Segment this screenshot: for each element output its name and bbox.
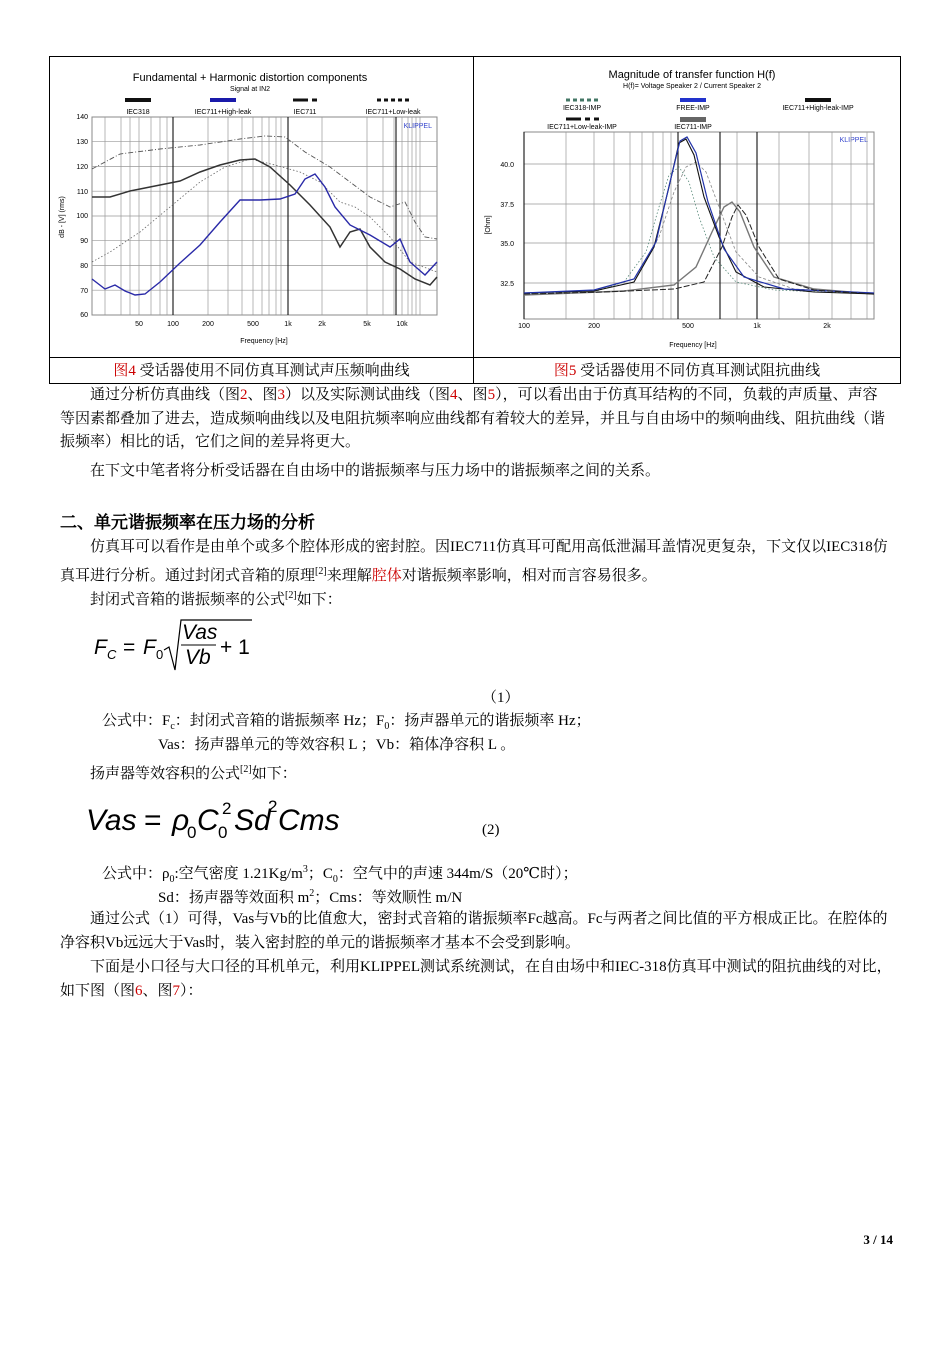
- p3-text-b: 来理解: [326, 567, 372, 584]
- p7-ref-fig7: 7: [172, 982, 181, 999]
- p4-citation: [2]: [285, 590, 297, 601]
- svg-text:F: F: [94, 636, 107, 659]
- svg-text:F: F: [143, 636, 156, 659]
- figure-5-caption: [474, 358, 900, 384]
- fig4-brand: KLIPPEL: [403, 123, 432, 130]
- figure-4-caption: [50, 358, 474, 384]
- svg-text:Cms: Cms: [278, 804, 340, 837]
- fig4-ytick-6: 80: [80, 263, 88, 270]
- fig4-title: Fundamental + Harmonic distortion components: [132, 72, 368, 84]
- section-heading: 二、单元谐振频率在压力场的分析: [60, 513, 315, 533]
- eq1-definition-2: Vas：扬声器单元的等效容积 L ；Vb：箱体净容积 L 。: [158, 737, 516, 753]
- paragraph-4: [60, 584, 892, 613]
- svg-text:+ 1: + 1: [220, 636, 250, 659]
- fig4-ytick-3: 110: [76, 189, 88, 196]
- svg-text:C: C: [197, 804, 219, 837]
- paragraph-5: [60, 758, 892, 787]
- fig5-legend-4: IEC711-IMP: [674, 124, 712, 131]
- fig5-title: Magnitude of transfer function H(f): [608, 69, 776, 81]
- equation-2: [84, 790, 354, 846]
- fig4-xtick-0: 50: [135, 321, 143, 328]
- svg-text:=: =: [144, 804, 162, 837]
- p7-text-a: 下面是小口径与大口径的耳机单元，利用KLIPPEL测试系统测试，在自由场中和IEC-318仿真耳中测试的阻抗曲线的对比，如下图（图: [60, 959, 892, 999]
- p3-citation: [2]: [315, 565, 327, 577]
- fig5-legend-3: IEC711+Low-leak-IMP: [547, 124, 617, 131]
- d4-b: ；Cms：等效顺性 m/N: [314, 890, 463, 906]
- fig4-ytick-8: 60: [80, 312, 88, 319]
- svg-text:Vas: Vas: [182, 621, 218, 644]
- fig4-xtick-1: 100: [167, 321, 179, 328]
- d1-sub2: 0: [384, 721, 390, 732]
- paragraph-6: 通过公式（1）可得，Vas与Vb的比值愈大，密封式音箱的谐振频率Fc越高。Fc与两者之间比值的平方根成正比。在腔体的净容积Vb远远大于Vas时，装入密封腔的单元的谐振频率才基本不会受到影响。: [60, 911, 888, 951]
- paragraph-7: [60, 956, 892, 1003]
- fig5-xtick-2: 500: [682, 323, 694, 330]
- fig4-xtick-6: 5k: [363, 321, 371, 328]
- equation-2-number: (2): [482, 822, 500, 838]
- d4-sup: 2: [309, 888, 315, 899]
- svg-text:2: 2: [268, 797, 278, 816]
- d3-sup: 3: [302, 864, 308, 875]
- svg-text:C: C: [107, 647, 117, 662]
- figure-table: [49, 56, 901, 384]
- d4-a: Sd：扬声器等效面积 m: [158, 890, 310, 906]
- p7-text-e: ）：: [180, 982, 203, 999]
- fig4-subtitle: Signal at IN2: [229, 86, 271, 93]
- p3-text-d: 对谐振频率影响，相对而言容易很多。: [401, 567, 657, 584]
- fig5-brand: KLIPPEL: [839, 137, 868, 144]
- p1-text-g: 、图: [457, 387, 488, 403]
- d1-b: ：封闭式音箱的谐振频率 Hz；F: [174, 713, 385, 729]
- eq2-definition-2: [158, 882, 892, 911]
- d1-c: ：扬声器单元的谐振频率 Hz；: [389, 713, 591, 729]
- fig4-ytick-4: 100: [76, 213, 88, 220]
- fig5-legend-2: IEC711+High-leak-IMP: [782, 105, 854, 112]
- d3-sub2: 0: [332, 874, 338, 885]
- fig5-xtick-4: 2k: [823, 323, 831, 330]
- d1-a: 公式中：F: [102, 713, 171, 729]
- fig4-ytick-7: 70: [80, 288, 88, 295]
- svg-text:0: 0: [218, 823, 228, 842]
- p3-highlight: 腔体: [371, 567, 402, 584]
- p7-ref-fig6: 6: [135, 982, 143, 999]
- svg-text:2: 2: [222, 799, 232, 818]
- fig4-legend-3: IEC711+Low-leak: [365, 109, 421, 116]
- fig5-subtitle: H(f)= Voltage Speaker 2 / Current Speaker 2: [623, 83, 761, 90]
- fig4-xtick-3: 500: [247, 321, 259, 328]
- fig5-xtick-0: 100: [518, 323, 530, 330]
- p7-text-c: 、图: [142, 982, 173, 999]
- p4-text-b: 如下：: [296, 592, 342, 608]
- fig5-ytick-2: 35.0: [500, 241, 514, 248]
- fig4-caption-num: 图4: [113, 363, 136, 379]
- fig5-xtick-3: 1k: [753, 323, 761, 330]
- fig5-legend-1: FREE-IMP: [676, 105, 710, 112]
- p5-text-b: 如下：: [251, 766, 297, 782]
- fig5-xlabel: Frequency [Hz]: [669, 342, 717, 349]
- p1-text-e: ）以及实际测试曲线（图: [285, 387, 451, 403]
- p1-ref-fig5: 5: [487, 387, 496, 403]
- fig4-legend-2: IEC711: [293, 109, 317, 116]
- d3-d: ：空气中的声速 344m/S（20℃时）；: [337, 866, 578, 882]
- svg-text:ρ: ρ: [172, 804, 190, 837]
- fig4-ytick-0: 140: [76, 114, 88, 121]
- fig5-ytick-1: 37.5: [500, 202, 514, 209]
- p5-citation: [2]: [240, 764, 252, 775]
- d3-sub: 0: [169, 874, 175, 885]
- p1-text-i: ），可以看出由于仿真耳结构的不同，负载的声质量、声容等因素都叠加了进去，造成频响曲线以及电阻抗频率响应曲线都有着较大的差异，并且与自由场中的频响曲线、阻抗曲线（谐振频率）相比的话，它们之间的差异将更大。: [60, 387, 886, 450]
- fig4-legend-0: IEC318: [126, 109, 150, 116]
- equation-1-number: （1）: [482, 690, 520, 706]
- fig4-ytick-5: 90: [80, 238, 88, 245]
- equation-1: [90, 612, 260, 674]
- svg-text:Vas: Vas: [86, 804, 137, 837]
- fig4-xtick-7: 10k: [396, 321, 408, 328]
- svg-text:Vb: Vb: [185, 646, 211, 669]
- p4-text-a: 封闭式音箱的谐振频率的公式: [90, 592, 286, 608]
- p1-ref-fig3: 3: [277, 387, 286, 403]
- d3-a: 公式中：ρ: [102, 866, 170, 882]
- d3-b: :空气密度 1.21Kg/m: [174, 866, 303, 882]
- paragraph-3: [60, 536, 892, 588]
- fig4-xtick-2: 200: [202, 321, 214, 328]
- p1-text-c: 、图: [247, 387, 278, 403]
- paragraph-1: [60, 384, 892, 455]
- p1-ref-fig2: 2: [240, 387, 248, 403]
- fig4-ylabel: dB - [V] (rms): [59, 196, 66, 238]
- figure-4-chart: [50, 57, 474, 357]
- fig4-legend-1: IEC711+High-leak: [194, 109, 252, 116]
- p1-ref-fig4: 4: [450, 387, 458, 403]
- caption-row: [50, 357, 900, 384]
- svg-text:0: 0: [187, 823, 197, 842]
- fig4-ytick-2: 120: [76, 164, 88, 171]
- fig5-caption-num: 图5: [553, 363, 577, 379]
- paragraph-2: 在下文中笔者将分析受话器在自由场中的谐振频率与压力场中的谐振频率之间的关系。: [90, 463, 661, 479]
- fig4-xtick-5: 2k: [318, 321, 326, 328]
- svg-text:=: =: [123, 636, 136, 659]
- svg-text:Sd: Sd: [234, 804, 271, 837]
- fig5-legend-0: IEC318-IMP: [562, 105, 602, 112]
- page-number: 3 / 14: [863, 1232, 893, 1247]
- fig4-ytick-1: 130: [76, 139, 88, 146]
- fig5-ylabel: [Ohm]: [485, 215, 492, 235]
- p3-text-a: 仿真耳可以看作是由单个或多个腔体形成的密封腔。因IEC711仿真耳可配用高低泄漏耳盖情况更复杂，下文仅以IEC318仿真耳进行分析。通过封闭式音箱的原理: [60, 539, 888, 584]
- fig5-xtick-1: 200: [588, 323, 600, 330]
- p1-text-a: 通过分析仿真曲线（图: [90, 387, 241, 403]
- fig5-caption-text: 受话器使用不同仿真耳测试阻抗曲线: [580, 363, 821, 379]
- d1-sub: c: [170, 721, 175, 732]
- fig4-xlabel: Frequency [Hz]: [240, 338, 288, 345]
- d3-c: ；C: [307, 866, 333, 882]
- svg-text:0: 0: [156, 647, 164, 662]
- fig5-ytick-3: 32.5: [500, 281, 514, 288]
- fig5-ytick-0: 40.0: [500, 162, 514, 169]
- fig4-caption-text: 受话器使用不同仿真耳测试声压频响曲线: [139, 363, 410, 379]
- fig4-xtick-4: 1k: [284, 321, 292, 328]
- p5-text-a: 扬声器等效容积的公式: [90, 766, 241, 782]
- figure-5-chart: [474, 57, 900, 357]
